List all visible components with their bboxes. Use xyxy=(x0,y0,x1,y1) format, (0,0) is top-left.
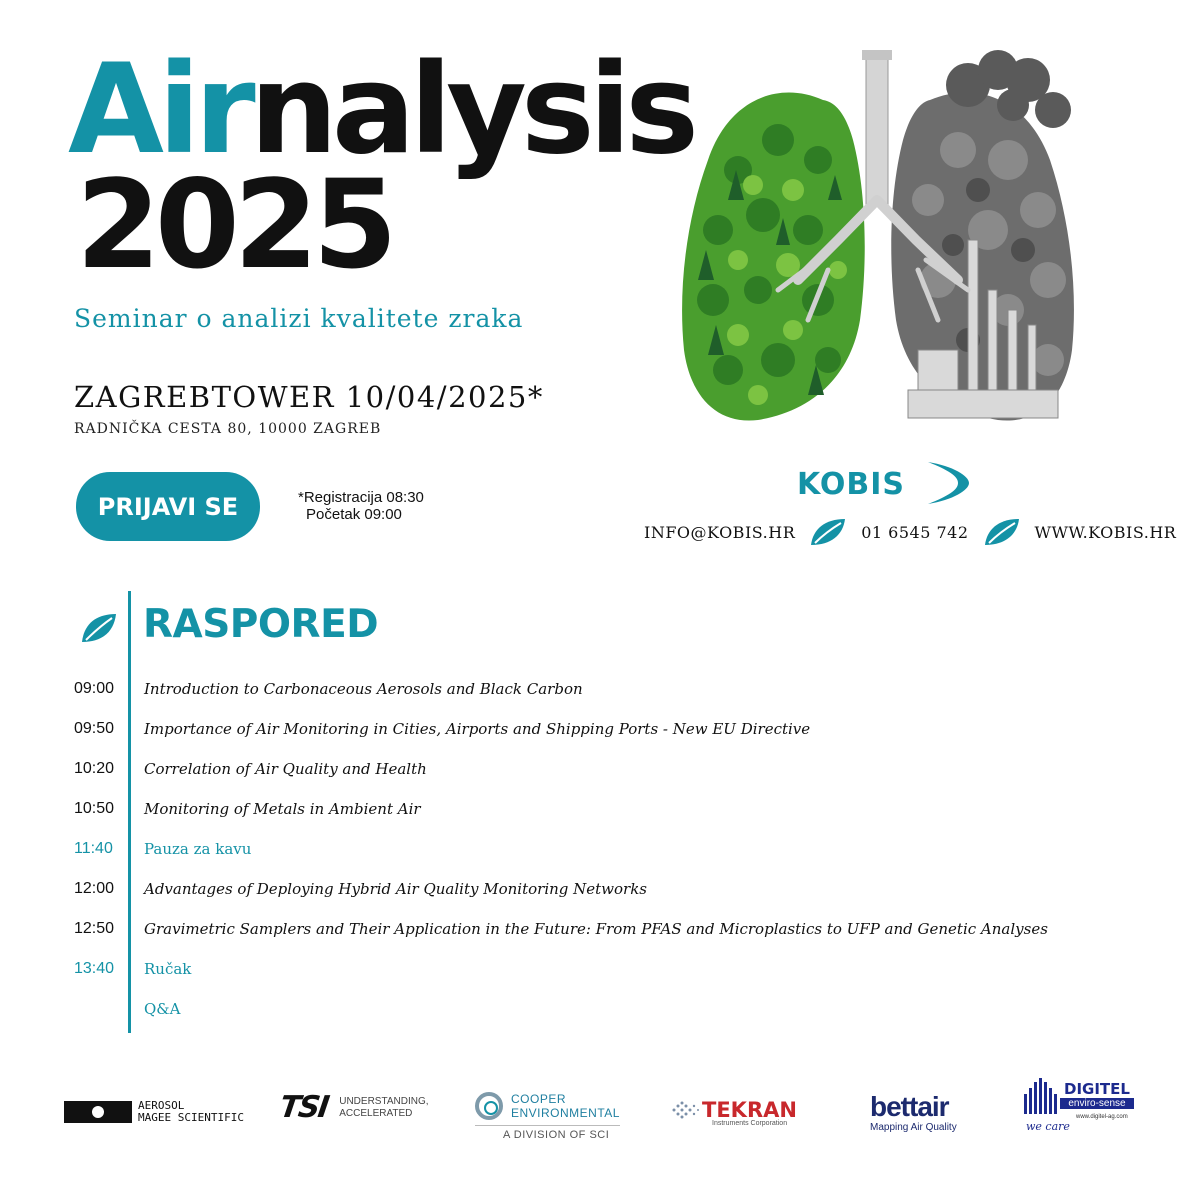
sponsor-tekran-logo xyxy=(668,1098,797,1127)
schedule-time: 11:40 xyxy=(74,840,113,857)
tekran-name: TEKRAN xyxy=(702,1098,797,1122)
aerosol-mark-icon xyxy=(64,1101,132,1123)
start-time: Početak 09:00 xyxy=(306,506,402,523)
schedule-qa: Q&A xyxy=(144,1000,181,1018)
schedule-row-break xyxy=(74,958,1174,998)
lungs-illustration xyxy=(668,40,1088,460)
digitel-name: DIGITEL xyxy=(1064,1080,1130,1098)
schedule-heading: RASPORED xyxy=(143,602,379,647)
digitel-web: www.digitel-ag.com xyxy=(1076,1114,1128,1120)
schedule-talk: Monitoring of Metals in Ambient Air xyxy=(144,800,421,818)
schedule-talk: Introduction to Carbonaceous Aerosols and Black Carbon xyxy=(144,680,583,698)
kobis-logo-text: KOBIS xyxy=(797,467,906,502)
bettair-tagline: Mapping Air Quality xyxy=(870,1122,957,1133)
schedule-time: 13:40 xyxy=(74,960,115,977)
schedule-talk: Importance of Air Monitoring in Cities, Airports and Shipping Ports - New EU Directive xyxy=(144,720,811,738)
schedule-list xyxy=(74,678,1174,1038)
schedule-talk: Gravimetric Samplers and Their Application in the Future: From PFAS and Microplastics to UFP and Genetic Analyses xyxy=(144,920,1048,938)
schedule-row xyxy=(74,878,1174,918)
registration-time: *Registracija 08:30 xyxy=(298,489,424,506)
sponsor-cooper-logo xyxy=(475,1092,620,1141)
schedule-row xyxy=(74,918,1174,958)
schedule-row xyxy=(74,718,1174,758)
title-rest: nalysis xyxy=(249,38,694,182)
schedule-time: 10:20 xyxy=(74,760,115,777)
tsi-mark: TSI xyxy=(277,1090,330,1125)
bettair-name: bettair xyxy=(870,1091,949,1122)
contact-email[interactable]: INFO@KOBIS.HR xyxy=(644,522,796,542)
schedule-talk: Correlation of Air Quality and Health xyxy=(144,760,427,778)
event-title xyxy=(68,38,694,296)
leaf-icon xyxy=(809,517,847,547)
schedule-row xyxy=(74,798,1174,838)
leaf-icon xyxy=(983,517,1021,547)
sponsor-bar xyxy=(0,1068,1200,1148)
registration-note xyxy=(298,489,424,523)
contact-bar xyxy=(644,514,1176,550)
schedule-time: 09:00 xyxy=(74,680,115,697)
register-button[interactable]: PRIJAVI SE xyxy=(76,472,260,541)
sponsor-bettair-logo xyxy=(870,1092,957,1133)
schedule-row xyxy=(74,678,1174,718)
schedule-time: 12:50 xyxy=(74,920,115,937)
cooper-name: COOPER ENVIRONMENTAL xyxy=(511,1092,620,1120)
digitel-sub: enviro-sense xyxy=(1060,1098,1134,1109)
schedule-break: Pauza za kavu xyxy=(144,840,252,858)
schedule-row xyxy=(74,758,1174,798)
aerosol-text: AEROSOL MAGEE SCIENTIFIC xyxy=(138,1099,244,1124)
tekran-globe-icon xyxy=(668,1099,702,1121)
cooper-division: A DIVISION OF SCI xyxy=(475,1125,620,1141)
event-venue-date: ZAGREBTOWER 10/04/2025* xyxy=(74,380,544,414)
schedule-time: 09:50 xyxy=(74,720,115,737)
sponsor-aerosol-logo xyxy=(64,1100,244,1124)
sponsor-tsi-logo xyxy=(277,1090,429,1125)
digitel-tagline: we care xyxy=(1026,1120,1070,1133)
tsi-tagline: UNDERSTANDING, ACCELERATED xyxy=(339,1095,429,1119)
contact-phone[interactable]: 01 6545 742 xyxy=(861,522,969,542)
schedule-row-break xyxy=(74,998,1174,1038)
schedule-talk: Advantages of Deploying Hybrid Air Quality Monitoring Networks xyxy=(144,880,648,898)
contact-website[interactable]: WWW.KOBIS.HR xyxy=(1034,522,1177,542)
event-address: RADNIČKA CESTA 80, 10000 ZAGREB xyxy=(74,421,382,437)
digitel-mark-icon xyxy=(1020,1076,1064,1120)
tekran-sub: Instruments Corporation xyxy=(712,1120,788,1127)
event-subtitle: Seminar o analizi kvalitete zraka xyxy=(74,304,524,333)
kobis-logo xyxy=(793,458,973,508)
schedule-time: 12:00 xyxy=(74,880,115,897)
cooper-mark-icon xyxy=(475,1092,503,1120)
schedule-row-break xyxy=(74,838,1174,878)
title-accent: Air xyxy=(68,38,250,182)
leaf-icon xyxy=(80,612,118,644)
schedule-time: 10:50 xyxy=(74,800,115,817)
event-year: 2025 xyxy=(76,154,392,296)
schedule-break: Ručak xyxy=(144,960,192,978)
